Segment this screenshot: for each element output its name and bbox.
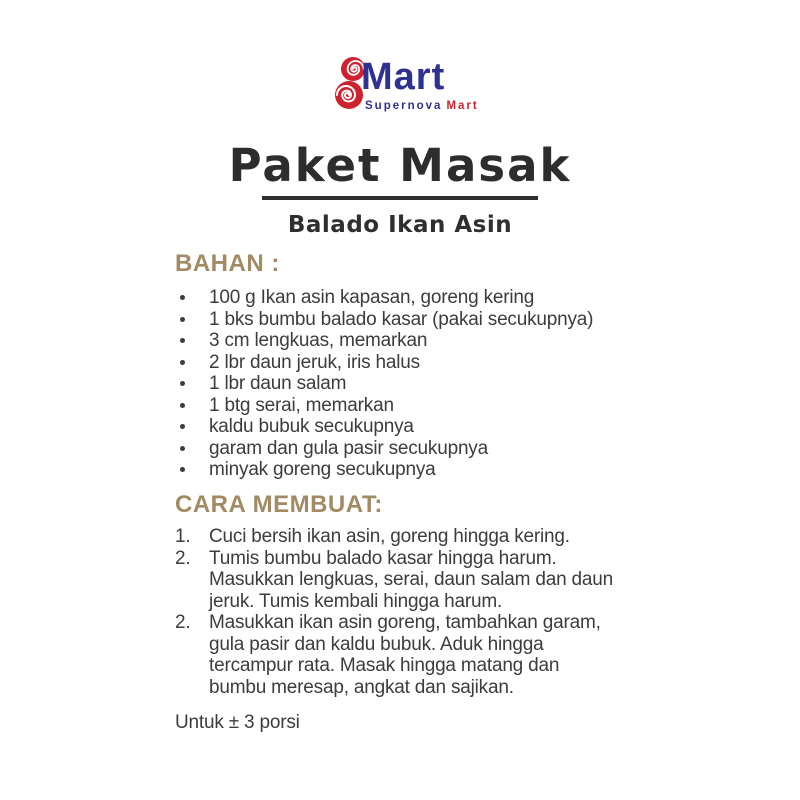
list-item xyxy=(175,416,645,438)
bullet-icon xyxy=(180,467,185,472)
bullet-icon xyxy=(180,424,185,429)
list-item xyxy=(175,309,645,331)
ingredient-text: garam dan gula pasir secukupnya xyxy=(209,437,488,459)
step-text: Tumis bumbu balado kasar hingga harum. Masukkan lengkuas, serai, daun salam dan daun jeruk. Tumis kembali hingga harum. xyxy=(209,547,613,612)
ingredient-text: 3 cm lengkuas, memarkan xyxy=(209,330,428,352)
bullet-icon xyxy=(180,295,185,300)
list-item xyxy=(175,395,645,417)
ingredients-heading: BAHAN : xyxy=(175,250,280,277)
list-item xyxy=(175,438,645,460)
step-text: Masukkan ikan asin goreng, tambahkan garam, gula pasir dan kaldu bubuk. Aduk hingga tercampur rata. Masak hingga matang dan bumbu meresap, angkat dan sajikan. xyxy=(209,612,601,698)
step-number: 1. xyxy=(175,526,191,548)
steps-list xyxy=(175,526,645,698)
page-title: Paket Masak xyxy=(228,139,572,192)
bullet-icon xyxy=(180,360,185,365)
list-item xyxy=(175,330,645,352)
smart-logo xyxy=(334,56,504,118)
bullet-icon xyxy=(180,446,185,451)
ingredient-text: 1 lbr daun salam xyxy=(209,373,347,395)
title-underline xyxy=(262,196,538,200)
step-item xyxy=(175,526,645,548)
list-item xyxy=(175,373,645,395)
bullet-icon xyxy=(180,338,185,343)
ingredient-text: 100 g Ikan asin kapasan, goreng kering xyxy=(209,287,535,309)
recipe-name: Balado Ikan Asin xyxy=(287,212,513,239)
list-item xyxy=(175,352,645,374)
step-number: 2. xyxy=(175,547,191,569)
step-item xyxy=(175,548,645,613)
ingredient-text: minyak goreng secukupnya xyxy=(209,459,436,481)
step-item xyxy=(175,612,645,698)
bullet-icon xyxy=(180,381,185,386)
step-number: 2. xyxy=(175,612,191,634)
logo-supernova-text: Supernova xyxy=(365,100,443,112)
logo-mart-small-text: Mart xyxy=(446,100,479,112)
ingredients-list xyxy=(175,287,645,481)
ingredient-text: kaldu bubuk secukupnya xyxy=(209,416,414,438)
steps-heading: CARA MEMBUAT: xyxy=(175,490,383,518)
bullet-icon xyxy=(180,317,185,322)
ingredient-text: 1 bks bumbu balado kasar (pakai secukupnya) xyxy=(209,308,594,330)
servings-note: Untuk ± 3 porsi xyxy=(175,712,300,734)
list-item xyxy=(175,287,645,309)
ingredient-text: 1 btg serai, memarkan xyxy=(209,394,394,416)
list-item xyxy=(175,459,645,481)
bullet-icon xyxy=(180,403,185,408)
logo-mart-text: Mart xyxy=(361,56,446,98)
recipe-content xyxy=(175,251,645,734)
title-block xyxy=(0,139,800,239)
logo-subtext xyxy=(365,100,479,112)
ingredient-text: 2 lbr daun jeruk, iris halus xyxy=(209,351,420,373)
step-text: Cuci bersih ikan asin, goreng hingga kering. xyxy=(209,526,570,548)
